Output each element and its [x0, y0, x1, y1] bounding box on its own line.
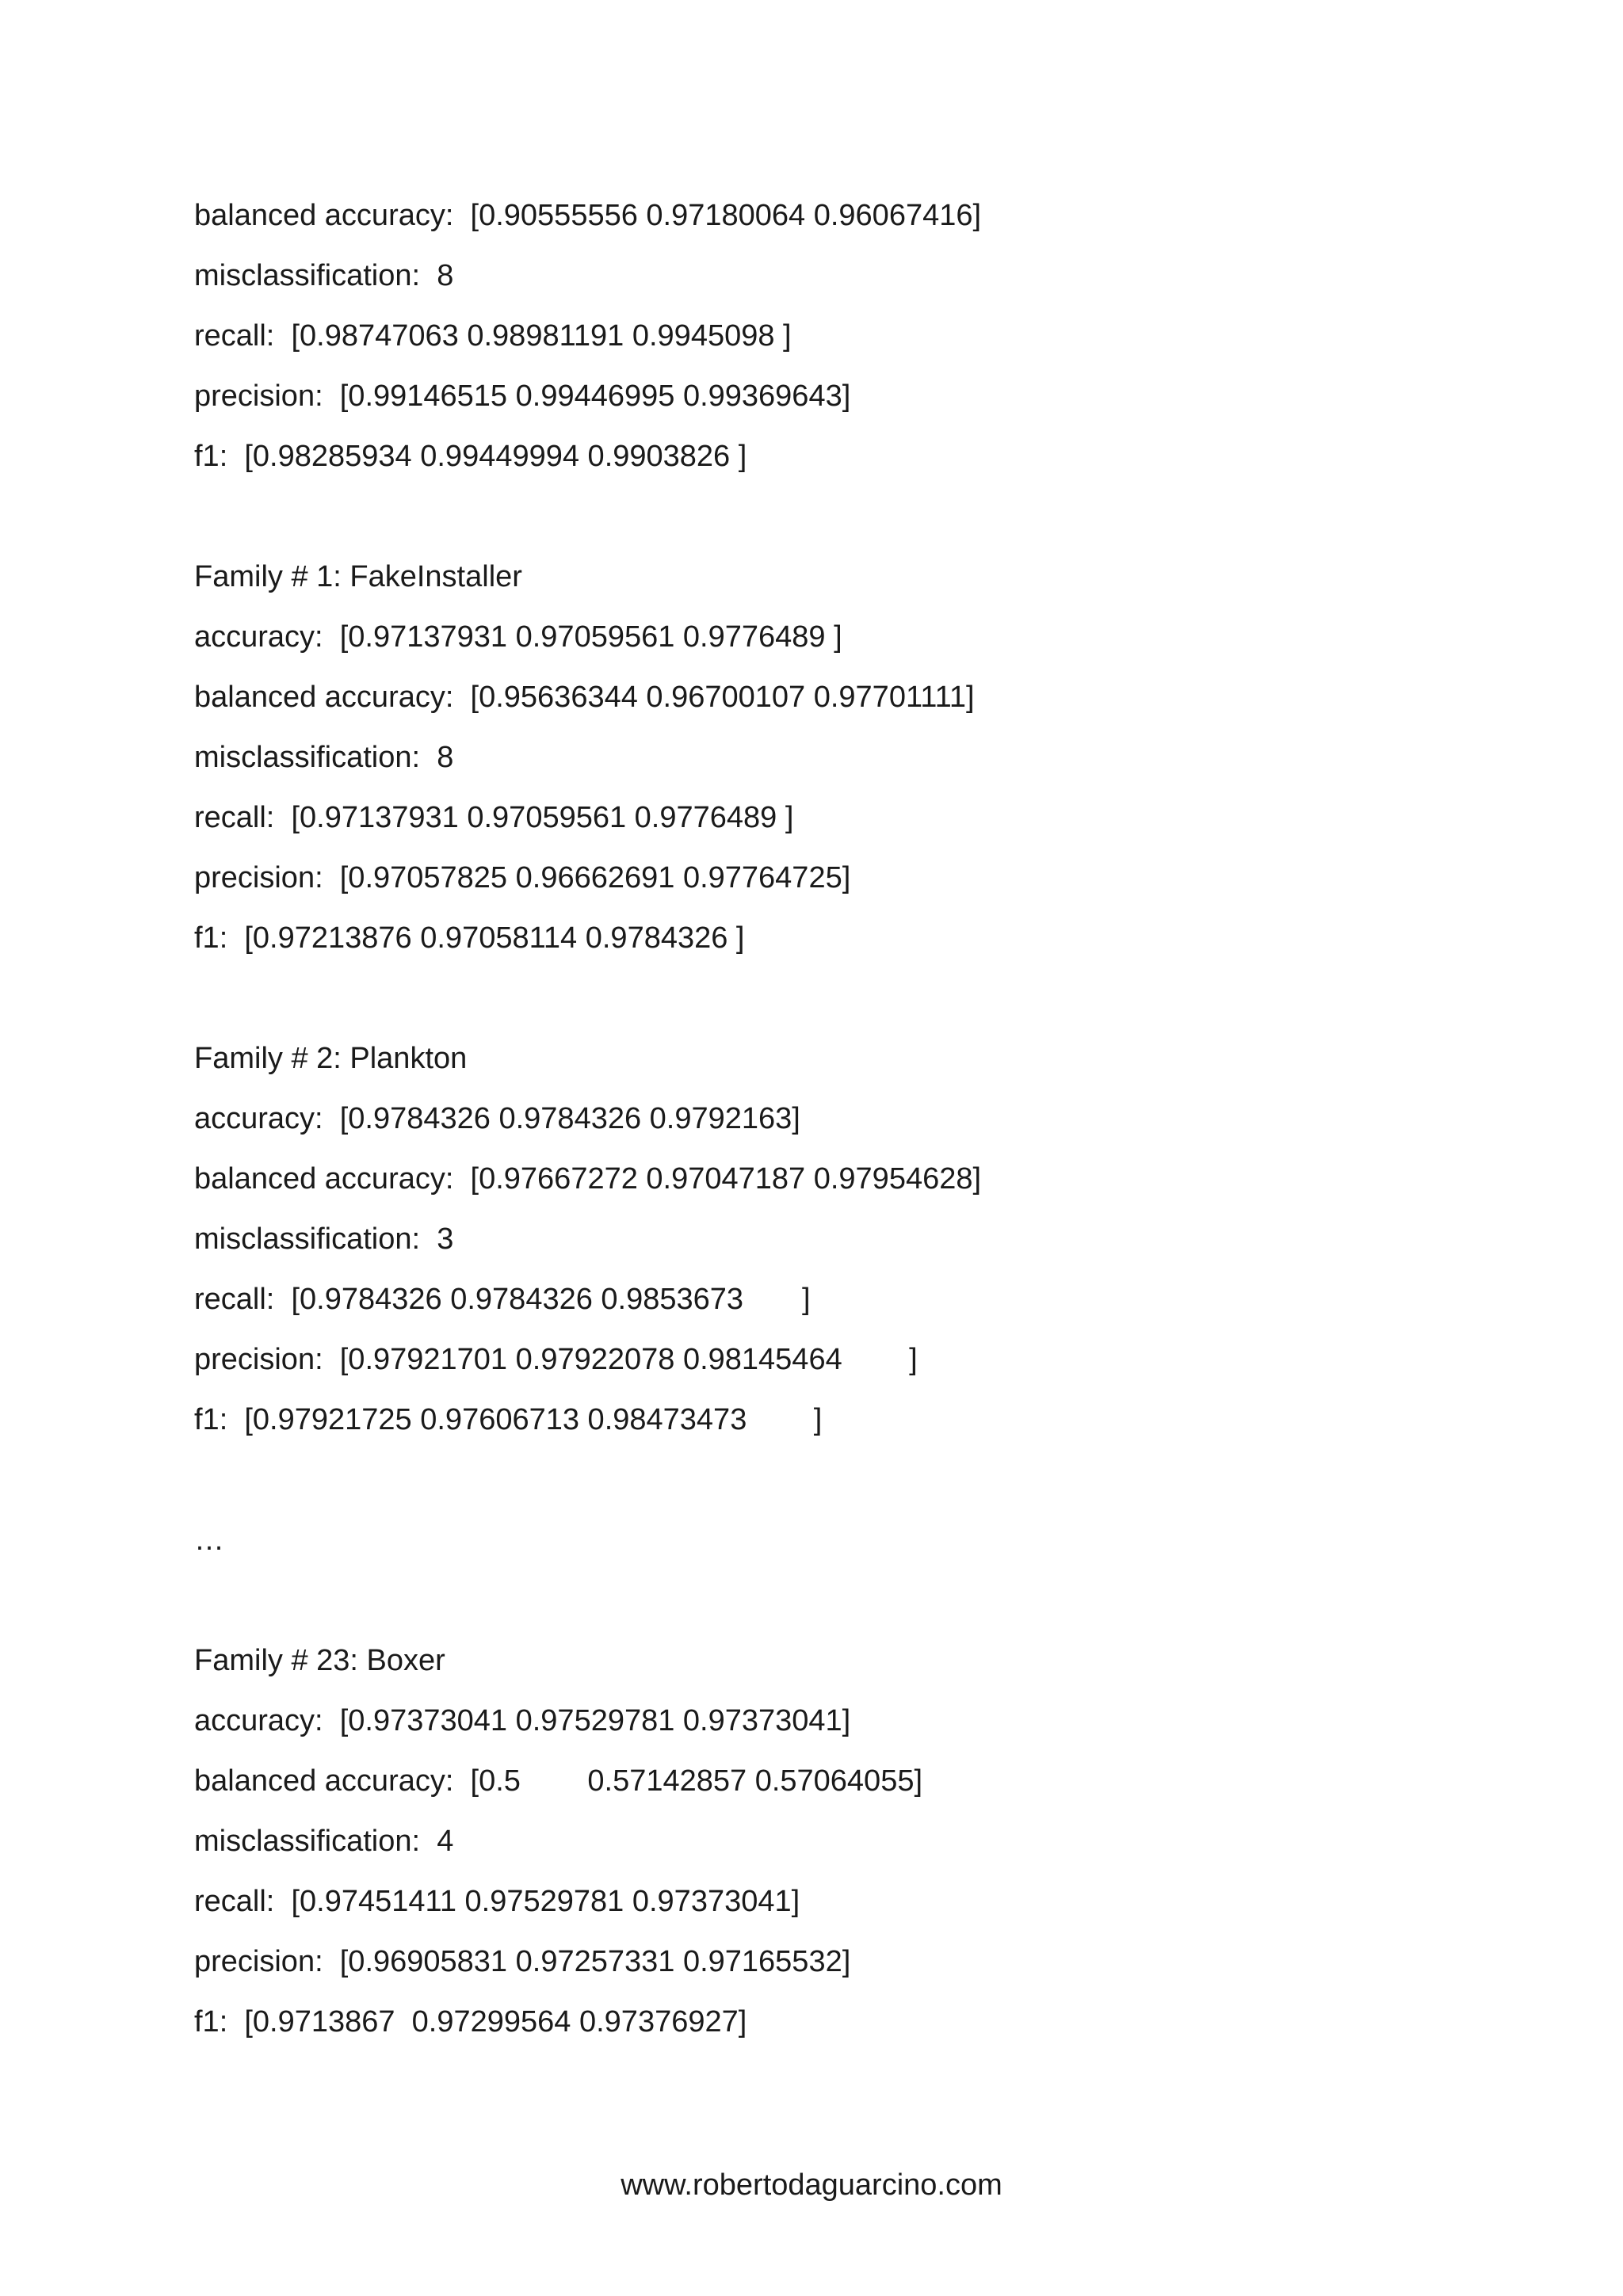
- family-heading: Family # 1: FakeInstaller: [194, 560, 522, 593]
- metric-line-balanced-accuracy: balanced accuracy: [0.5 0.57142857 0.57064055]: [194, 1764, 923, 1798]
- metric-line-f1: f1: [0.98285934 0.99449994 0.9903826 ]: [194, 440, 747, 473]
- family-block: [194, 1036, 1541, 1458]
- metric-line-misclassification: misclassification: 8: [194, 259, 454, 292]
- metric-line-precision: precision: [0.97057825 0.96662691 0.97764725]: [194, 861, 851, 894]
- document-body: [194, 193, 1541, 2060]
- family-block: [194, 1638, 1541, 2060]
- family-heading: Family # 23: Boxer: [194, 1644, 445, 1677]
- metric-line-f1: f1: [0.97213876 0.97058114 0.9784326 ]: [194, 921, 745, 955]
- metric-line-recall: recall: [0.97451411 0.97529781 0.97373041]: [194, 1885, 800, 1918]
- metric-line-f1: f1: [0.97921725 0.97606713 0.98473473 ]: [194, 1403, 823, 1436]
- metric-line-precision: precision: [0.99146515 0.99446995 0.99369643]: [194, 379, 851, 413]
- metric-line-recall: recall: [0.97137931 0.97059561 0.9776489 ]: [194, 801, 794, 834]
- ellipsis: …: [194, 1524, 224, 1557]
- spacer: [194, 1458, 1541, 1518]
- metric-line-accuracy: accuracy: [0.9784326 0.9784326 0.9792163]: [194, 1102, 800, 1135]
- spacer: [194, 494, 1541, 555]
- metric-line-accuracy: accuracy: [0.97373041 0.97529781 0.97373041]: [194, 1704, 851, 1737]
- footer-url: www.robertodaguarcino.com: [621, 2168, 1002, 2202]
- metric-line-balanced-accuracy: balanced accuracy: [0.97667272 0.97047187 0.97954628]: [194, 1162, 982, 1196]
- metric-line-balanced-accuracy: balanced accuracy: [0.90555556 0.97180064 0.96067416]: [194, 199, 982, 232]
- metric-line-precision: precision: [0.97921701 0.97922078 0.98145464 ]: [194, 1343, 918, 1376]
- metric-line-balanced-accuracy: balanced accuracy: [0.95636344 0.96700107 0.97701111]: [194, 681, 975, 714]
- metric-line-misclassification: misclassification: 8: [194, 741, 454, 774]
- family-heading: Family # 2: Plankton: [194, 1042, 468, 1075]
- metric-line-misclassification: misclassification: 3: [194, 1222, 454, 1256]
- metric-line-recall: recall: [0.98747063 0.98981191 0.9945098 ]: [194, 319, 792, 353]
- metric-line-accuracy: accuracy: [0.97137931 0.97059561 0.9776489 ]: [194, 620, 842, 654]
- spacer: [194, 976, 1541, 1036]
- family-block: [194, 555, 1541, 976]
- metric-line-recall: recall: [0.9784326 0.9784326 0.9853673 ]: [194, 1283, 811, 1316]
- metric-line-precision: precision: [0.96905831 0.97257331 0.97165532]: [194, 1945, 851, 1978]
- metric-line-misclassification: misclassification: 4: [194, 1825, 454, 1858]
- metric-line-f1: f1: [0.9713867 0.97299564 0.97376927]: [194, 2005, 747, 2039]
- spacer: [194, 1578, 1541, 1638]
- metrics-block: [194, 193, 1541, 494]
